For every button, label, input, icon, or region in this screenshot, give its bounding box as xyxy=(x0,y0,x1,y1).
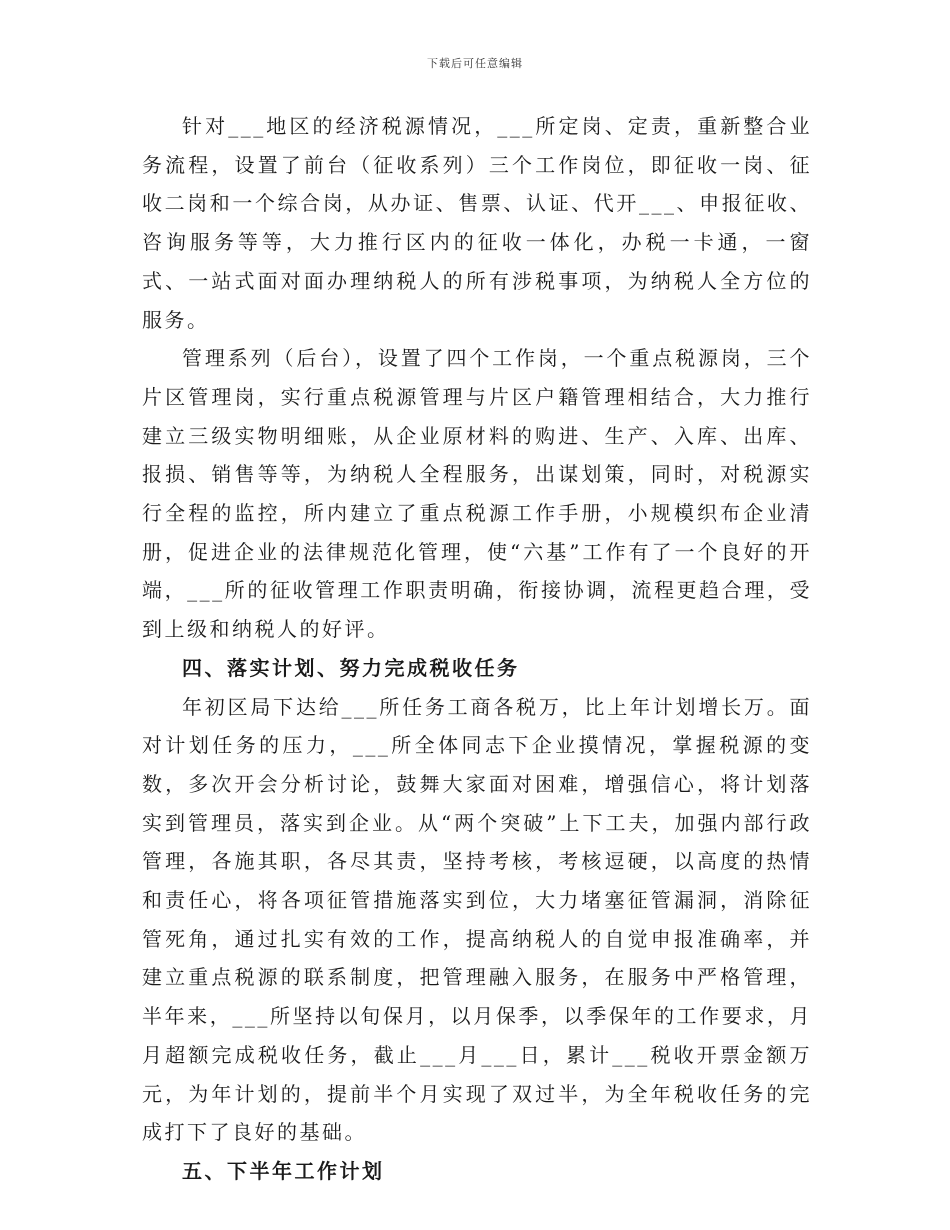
page-header: 下载后可任意编辑 xyxy=(427,57,523,70)
section-heading-5: 五、下半年工作计划 xyxy=(182,1158,385,1183)
document-body xyxy=(142,107,812,1191)
section-heading-4: 四、落实计划、努力完成税收任务 xyxy=(182,655,520,680)
paragraph-back-office: 管理系列（后台），设置了四个工作岗，一个重点税源岗，三个片区管理岗，实行重点税源管理与片区户籍管理相结合，大力推行建立三级实物明细账，从企业原材料的购进、生产、入库、出库、报损、销售等等，为纳税人全程服务，出谋划策，同时，对税源实行全程的监控，所内建立了重点税源工作手册，小规模织布企业清册，促进企业的法律规范化管理，使“六基”工作有了一个良好的开端，___所的征收管理工作职责明确，衔接协调，流程更趋合理，受到上级和纳税人的好评。 xyxy=(142,346,812,642)
paragraph-tax-plan: 年初区局下达给___所任务工商各税万，比上年计划增长万。面对计划任务的压力，___所全体同志下企业摸情况，掌握税源的变数，多次开会分析讨论，鼓舞大家面对困难，增强信心，将计划落实到管理员，落实到企业。从“两个突破”上下工夫，加强内部行政管理，各施其职，各尽其责，坚持考核，考核逗硬，以高度的热情和责任心，将各项征管措施落实到位，大力堵塞征管漏洞，消除征管死角，通过扎实有效的工作，提高纳税人的自觉申报准确率，并建立重点税源的联系制度，把管理融入服务，在服务中严格管理，半年来，___所坚持以旬保月，以月保季，以季保年的工作要求，月月超额完成税收任务，截止___月___日，累计___税收开票金额万元，为年计划的，提前半个月实现了双过半，为全年税收任务的完成打下了良好的基础。 xyxy=(142,694,812,1145)
paragraph-front-desk: 针对___地区的经济税源情况，___所定岗、定责，重新整合业务流程，设置了前台（征收系列）三个工作岗位，即征收一岗、征收二岗和一个综合岗，从办证、售票、认证、代开___、申报征收、咨询服务等等，大力推行区内的征收一体化，办税一卡通，一窗式、一站式面对面办理纳税人的所有涉税事项，为纳税人全方位的服务。 xyxy=(142,114,812,332)
